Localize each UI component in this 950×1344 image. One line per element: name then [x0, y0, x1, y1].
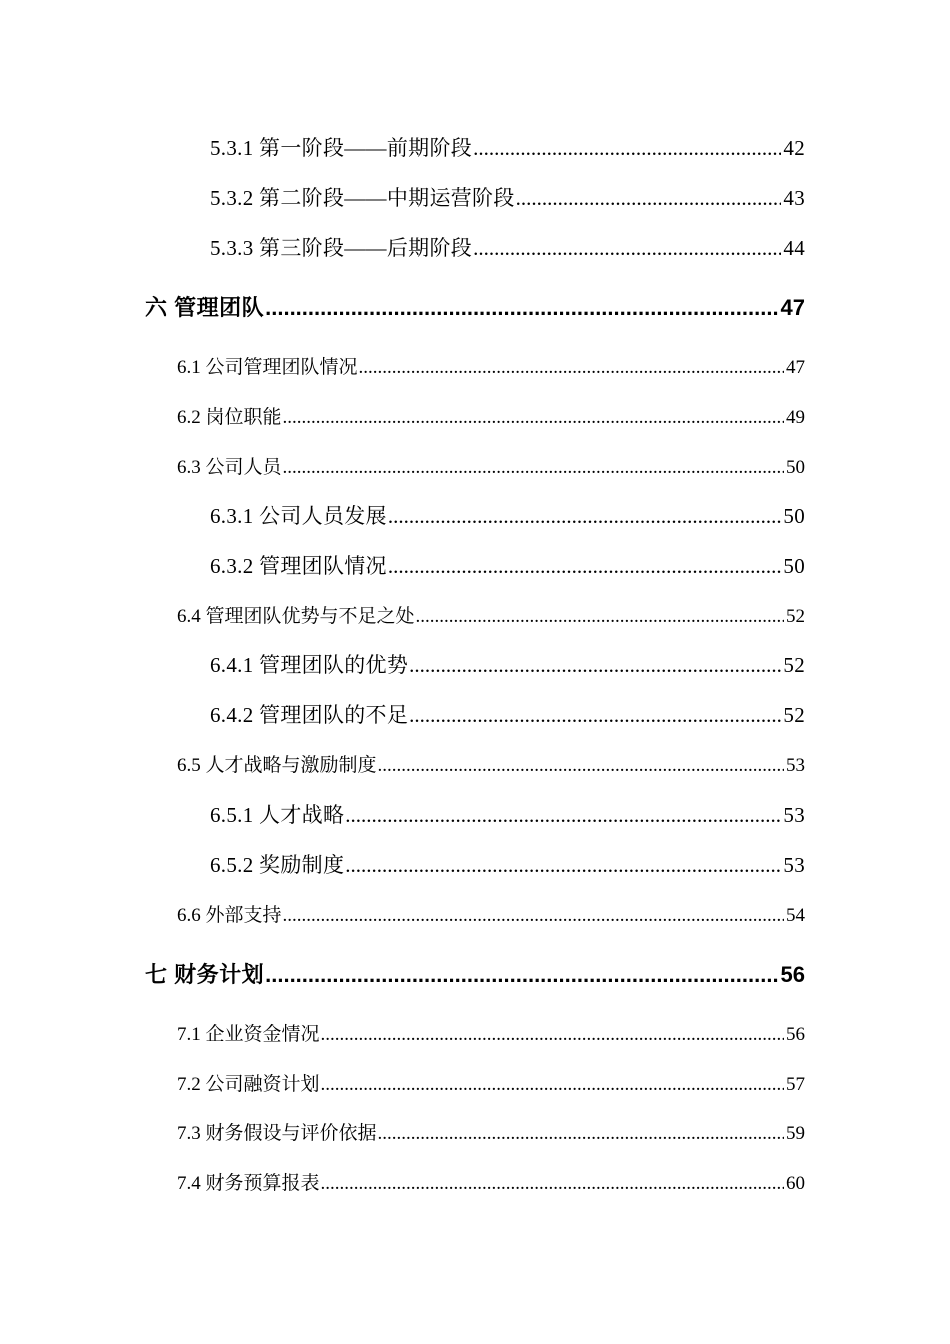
toc-leader-dots — [321, 1025, 784, 1044]
toc-entry-label: 7.4 财务预算报表 — [177, 1173, 320, 1194]
toc-entry-5-3-1[interactable] — [210, 138, 805, 159]
toc-leader-dots — [359, 358, 784, 377]
toc-leader-dots — [283, 458, 784, 477]
toc-leader-dots — [473, 238, 781, 259]
toc-entry-label: 6.5.1 人才战略 — [210, 803, 345, 827]
toc-entry-label: 5.3.1 第一阶段——前期阶段 — [210, 136, 473, 160]
toc-page-number: 54 — [786, 905, 805, 926]
toc-leader-dots — [388, 556, 782, 577]
toc-leader-dots — [265, 297, 778, 319]
toc-entry-label: 7.2 公司融资计划 — [177, 1074, 320, 1095]
toc-entry-label: 6.3.2 管理团队情况 — [210, 554, 387, 578]
toc-entry-6-4-2[interactable] — [210, 705, 805, 726]
toc-entry-5-3-3[interactable] — [210, 238, 805, 259]
toc-chapter-6[interactable] — [145, 297, 805, 319]
toc-leader-dots — [283, 906, 784, 925]
toc-entry-label: 5.3.3 第三阶段——后期阶段 — [210, 236, 473, 260]
toc-page-number: 47 — [780, 295, 805, 320]
toc-leader-dots — [416, 607, 784, 626]
toc-page-number: 49 — [786, 407, 805, 428]
toc-entry-label: 6.3.1 公司人员发展 — [210, 504, 387, 528]
toc-leader-dots — [265, 964, 778, 986]
toc-entry-label: 6.4.1 管理团队的优势 — [210, 653, 409, 677]
toc-entry-6-5[interactable] — [177, 756, 805, 775]
toc-page-number: 52 — [783, 653, 805, 677]
toc-leader-dots — [345, 805, 781, 826]
toc-leader-dots — [516, 188, 782, 209]
toc-page-number: 57 — [786, 1074, 805, 1095]
toc-entry-label: 7.1 企业资金情况 — [177, 1024, 320, 1045]
toc-chapter-label: 六 管理团队 — [145, 295, 265, 320]
toc-entry-7-4[interactable] — [177, 1174, 805, 1193]
toc-entry-label: 5.3.2 第二阶段——中期运营阶段 — [210, 186, 515, 210]
toc-entry-label: 6.5 人才战略与激励制度 — [177, 755, 377, 776]
toc-entry-label: 7.3 财务假设与评价依据 — [177, 1123, 377, 1144]
toc-entry-label: 6.2 岗位职能 — [177, 407, 282, 428]
toc-chapter-7[interactable] — [145, 964, 805, 986]
toc-page-number: 60 — [786, 1173, 805, 1194]
toc-page-number: 59 — [786, 1123, 805, 1144]
toc-entry-6-3-2[interactable] — [210, 556, 805, 577]
toc-page-number: 52 — [783, 703, 805, 727]
toc-page-number: 50 — [783, 554, 805, 578]
toc-leader-dots — [378, 1124, 784, 1143]
toc-chapter-label: 七 财务计划 — [145, 962, 265, 987]
toc-entry-6-5-1[interactable] — [210, 805, 805, 826]
toc-page-number: 43 — [783, 186, 805, 210]
toc-leader-dots — [321, 1174, 784, 1193]
toc-leader-dots — [321, 1075, 784, 1094]
toc-leader-dots — [409, 705, 781, 726]
toc-page-number: 50 — [783, 504, 805, 528]
toc-leader-dots — [473, 138, 781, 159]
toc-entry-6-1[interactable] — [177, 358, 805, 377]
toc-entry-label: 6.1 公司管理团队情况 — [177, 357, 358, 378]
toc-entry-6-3-1[interactable] — [210, 506, 805, 527]
toc-entry-6-3[interactable] — [177, 458, 805, 477]
toc-entry-7-1[interactable] — [177, 1025, 805, 1044]
toc-entry-label: 6.6 外部支持 — [177, 905, 282, 926]
toc-entry-label: 6.4 管理团队优势与不足之处 — [177, 606, 415, 627]
toc-page-number: 53 — [783, 803, 805, 827]
toc-leader-dots — [409, 655, 781, 676]
toc-page-number: 44 — [783, 236, 805, 260]
toc-entry-label: 6.5.2 奖励制度 — [210, 853, 345, 877]
toc-entry-5-3-2[interactable] — [210, 188, 805, 209]
toc-page-number: 42 — [783, 136, 805, 160]
toc-entry-6-5-2[interactable] — [210, 855, 805, 876]
toc-entry-label: 6.4.2 管理团队的不足 — [210, 703, 409, 727]
toc-entry-label: 6.3 公司人员 — [177, 457, 282, 478]
toc-page-number: 53 — [783, 853, 805, 877]
toc-leader-dots — [378, 756, 784, 775]
toc-page-number: 50 — [786, 457, 805, 478]
toc-page-number: 53 — [786, 755, 805, 776]
toc-page-number: 52 — [786, 606, 805, 627]
toc-entry-6-4[interactable] — [177, 607, 805, 626]
toc-leader-dots — [283, 408, 784, 427]
toc-page-number: 47 — [786, 357, 805, 378]
toc-leader-dots — [388, 506, 782, 527]
toc-page-number: 56 — [780, 962, 805, 987]
toc-entry-6-2[interactable] — [177, 408, 805, 427]
toc-entry-7-3[interactable] — [177, 1124, 805, 1143]
toc-leader-dots — [345, 855, 781, 876]
toc-entry-6-4-1[interactable] — [210, 655, 805, 676]
toc-entry-6-6[interactable] — [177, 906, 805, 925]
toc-entry-7-2[interactable] — [177, 1075, 805, 1094]
toc-page-number: 56 — [786, 1024, 805, 1045]
